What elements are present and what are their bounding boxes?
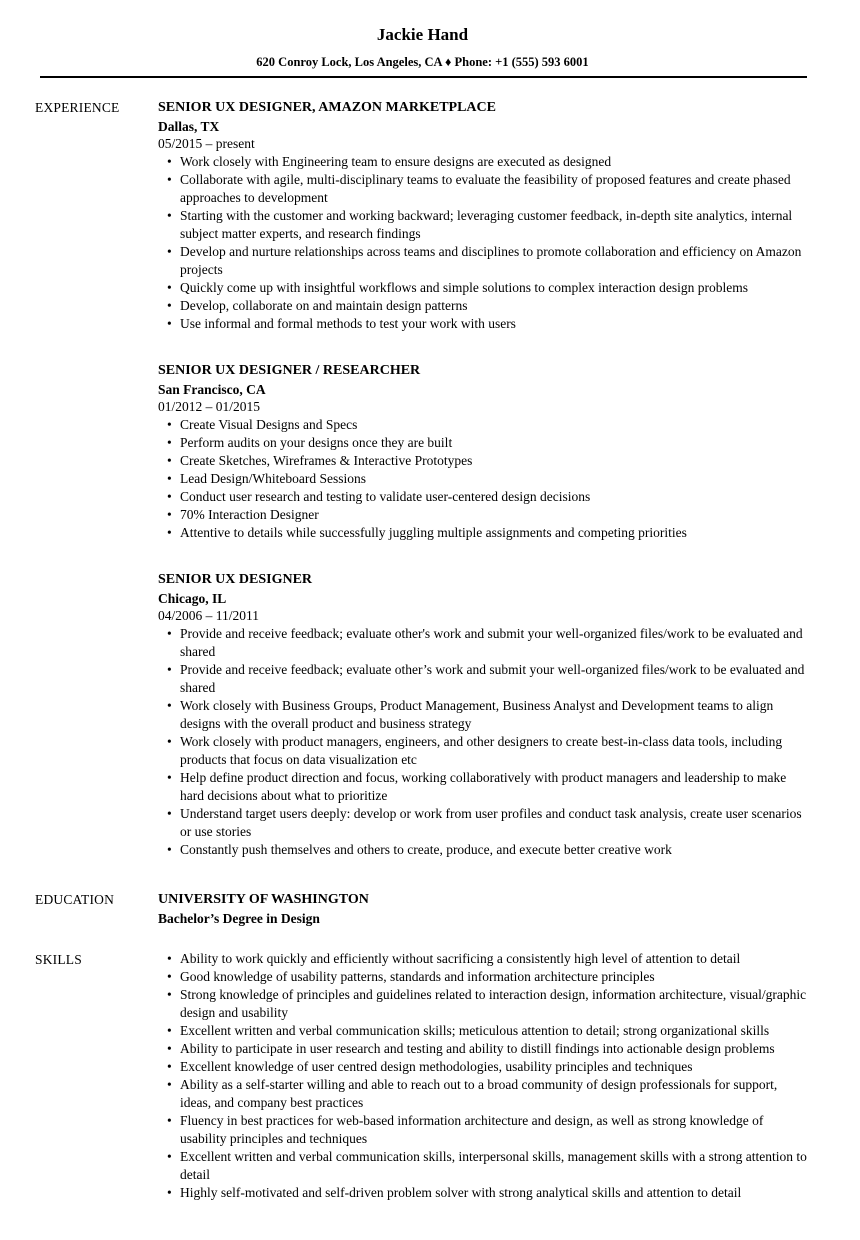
skills-content xyxy=(158,950,810,1202)
bullet-item: • Ability as a self-starter willing and able to reach out to a broad community of design professionals for support, ideas, and company best practices xyxy=(180,1076,810,1112)
section-experience xyxy=(35,98,810,859)
job-title: SENIOR UX DESIGNER / RESEARCHER xyxy=(158,363,421,378)
bullet-item: • Understand target users deeply: develop or work from user profiles and conduct task analysis, create user scenarios or use stories xyxy=(180,805,810,841)
bullet-item: • Create Visual Designs and Specs xyxy=(180,416,810,434)
section-education xyxy=(35,890,810,928)
skills-bullet-list xyxy=(158,950,810,1202)
bullet-item: • Develop, collaborate on and maintain design patterns xyxy=(180,297,810,315)
bullet-item: • Lead Design/Whiteboard Sessions xyxy=(180,470,810,488)
section-label-skills: SKILLS xyxy=(35,952,82,967)
section-label-experience: EXPERIENCE xyxy=(35,100,120,115)
degree-name: Bachelor’s Degree in Design xyxy=(158,911,320,926)
job-title: SENIOR UX DESIGNER xyxy=(158,572,313,587)
job-bullet-list xyxy=(158,625,810,859)
bullet-item: • Strong knowledge of principles and guidelines related to interaction design, information architecture, visual/graphic design and usability xyxy=(180,986,810,1022)
bullet-item: • Constantly push themselves and others to create, produce, and execute better creative work xyxy=(180,841,810,859)
bullet-item: • Excellent knowledge of user centred design methodologies, usability principles and techniques xyxy=(180,1058,810,1076)
bullet-item: • Ability to participate in user research and testing and ability to distill findings into actionable design problems xyxy=(180,1040,810,1058)
resume-header xyxy=(35,24,810,78)
job-location: Chicago, IL xyxy=(158,591,227,606)
bullet-item: • Conduct user research and testing to validate user-centered design decisions xyxy=(180,488,810,506)
bullet-item: • Work closely with product managers, engineers, and other designers to create best-in-class data tools, including products that focus on data visualization etc xyxy=(180,733,810,769)
person-name: Jackie Hand xyxy=(376,25,469,44)
bullet-item: • Perform audits on your designs once they are built xyxy=(180,434,810,452)
job-entry-amazon xyxy=(158,98,810,333)
job-dates: 01/2012 – 01/2015 xyxy=(158,399,261,414)
bullet-item: • Highly self-motivated and self-driven problem solver with strong analytical skills and attention to detail xyxy=(180,1184,810,1202)
bullet-item: • Develop and nurture relationships across teams and disciplines to promote collaboration and efficiency on Amazon projects xyxy=(180,243,810,279)
job-bullet-list xyxy=(158,153,810,333)
bullet-item: • Create Sketches, Wireframes & Interactive Prototypes xyxy=(180,452,810,470)
bullet-item: • Help define product direction and focus, working collaboratively with product managers and leadership to make hard decisions about what to prioritize xyxy=(180,769,810,805)
bullet-item: • Ability to work quickly and efficiently without sacrificing a consistently high level of attention to detail xyxy=(180,950,810,968)
bullet-item: • Work closely with Business Groups, Product Management, Business Analyst and Development teams to align designs with the overall product and business strategy xyxy=(180,697,810,733)
job-location: Dallas, TX xyxy=(158,119,220,134)
contact-line: 620 Conroy Lock, Los Angeles, CA ♦ Phone: +1 (555) 593 6001 xyxy=(256,55,589,69)
job-entry-researcher xyxy=(158,361,810,542)
bullet-item: • Excellent written and verbal communication skills, interpersonal skills, management skills with a strong attention to detail xyxy=(180,1148,810,1184)
education-content xyxy=(158,890,810,928)
header-divider xyxy=(40,76,807,78)
job-title: SENIOR UX DESIGNER, AMAZON MARKETPLACE xyxy=(158,100,496,115)
school-name: UNIVERSITY OF WASHINGTON xyxy=(158,892,369,907)
bullet-item: • Quickly come up with insightful workflows and simple solutions to complex interaction design problems xyxy=(180,279,810,297)
job-dates: 04/2006 – 11/2011 xyxy=(158,608,259,623)
job-entry-chicago xyxy=(158,570,810,859)
bullet-item: • Starting with the customer and working backward; leveraging customer feedback, in-depth site analytics, internal subject matter experts, and research findings xyxy=(180,207,810,243)
bullet-item: • 70% Interaction Designer xyxy=(180,506,810,524)
bullet-item: • Use informal and formal methods to test your work with users xyxy=(180,315,810,333)
bullet-item: • Excellent written and verbal communication skills; meticulous attention to detail; strong organizational skills xyxy=(180,1022,810,1040)
job-dates: 05/2015 – present xyxy=(158,136,255,151)
bullet-item: • Attentive to details while successfully juggling multiple assignments and competing priorities xyxy=(180,524,810,542)
bullet-item: • Good knowledge of usability patterns, standards and information architecture principles xyxy=(180,968,810,986)
job-bullet-list xyxy=(158,416,810,542)
job-location: San Francisco, CA xyxy=(158,382,266,397)
bullet-item: • Provide and receive feedback; evaluate other’s work and submit your well-organized files/work to be evaluated and shared xyxy=(180,661,810,697)
bullet-item: • Work closely with Engineering team to ensure designs are executed as designed xyxy=(180,153,810,171)
bullet-item: • Fluency in best practices for web-based information architecture and design, as well as strong knowledge of usability principles and techniques xyxy=(180,1112,810,1148)
bullet-item: • Collaborate with agile, multi-disciplinary teams to evaluate the feasibility of proposed features and create phased approaches to development xyxy=(180,171,810,207)
section-label-education: EDUCATION xyxy=(35,892,115,907)
section-skills xyxy=(35,950,810,1202)
bullet-item: • Provide and receive feedback; evaluate other's work and submit your well-organized files/work to be evaluated and shared xyxy=(180,625,810,661)
experience-content xyxy=(158,98,810,859)
